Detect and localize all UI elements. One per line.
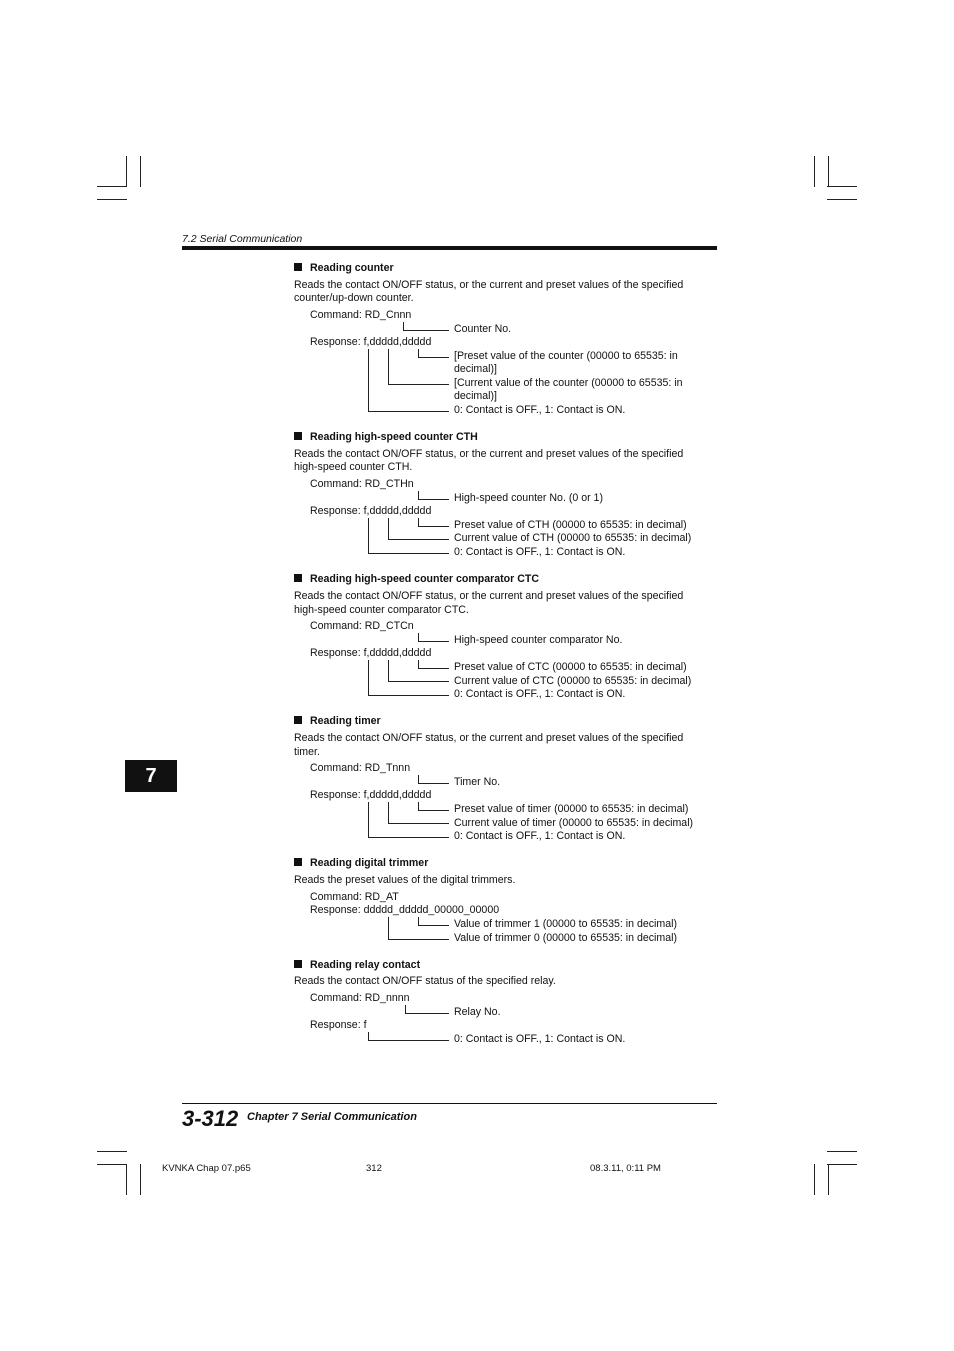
print-sheet-number: 312 [366, 1163, 382, 1174]
note-contact: 0: Contact is OFF., 1: Contact is ON. [454, 404, 626, 416]
running-header: 7.2 Serial Communication [182, 233, 303, 245]
response-text: Response: f,ddddd,ddddd [310, 789, 432, 801]
note-contact: 0: Contact is OFF., 1: Contact is ON. [454, 546, 626, 558]
note-current: Current value of CTC (00000 to 65535: in decimal) [454, 675, 692, 687]
description-line: Reads the contact ON/OFF status, or the current and preset values of the specified [294, 590, 684, 602]
bullet-square-icon [294, 960, 302, 968]
response-text: Response: f [310, 1019, 367, 1031]
description-line: high-speed counter comparator CTC. [294, 604, 469, 616]
bullet-square-icon [294, 574, 302, 582]
response-text: Response: ddddd_ddddd_00000_00000 [310, 904, 500, 916]
note-preset-cont: decimal)] [454, 363, 497, 375]
chapter-tab: 7 [125, 760, 177, 792]
bullet-square-icon [294, 858, 302, 866]
response-text: Response: f,ddddd,ddddd [310, 336, 432, 348]
command-text: Command: RD_Tnnn [310, 762, 411, 774]
print-file-name: KVNKA Chap 07.p65 [162, 1163, 251, 1174]
note-trimmer-1: Value of trimmer 1 (00000 to 65535: in decimal) [454, 918, 677, 930]
command-note: Relay No. [454, 1006, 501, 1018]
footer-rule [182, 1103, 717, 1104]
description-line: Reads the contact ON/OFF status, or the current and preset values of the specified [294, 732, 684, 744]
description-line: Reads the contact ON/OFF status, or the current and preset values of the specified [294, 448, 684, 460]
command-note: High-speed counter comparator No. [454, 634, 623, 646]
command-note: High-speed counter No. (0 or 1) [454, 492, 603, 504]
chapter-label: Chapter 7 Serial Communication [247, 1111, 417, 1123]
description-line: Reads the preset values of the digital trimmers. [294, 874, 516, 886]
note-current: [Current value of the counter (00000 to 65535: in [454, 377, 683, 389]
note-current: Current value of timer (00000 to 65535: in decimal) [454, 817, 694, 829]
description-line: high-speed counter CTH. [294, 461, 413, 473]
note-preset: Preset value of CTH (00000 to 65535: in decimal) [454, 519, 687, 531]
section-title: Reading digital trimmer [294, 857, 428, 871]
note-preset: Preset value of CTC (00000 to 65535: in decimal) [454, 661, 687, 673]
description-line: Reads the contact ON/OFF status of the specified relay. [294, 975, 556, 987]
note-preset: Preset value of timer (00000 to 65535: in decimal) [454, 803, 689, 815]
note-current: Current value of CTH (00000 to 65535: in decimal) [454, 532, 692, 544]
command-text: Command: RD_Cnnn [310, 309, 412, 321]
note-preset: [Preset value of the counter (00000 to 65535: in [454, 350, 678, 362]
bullet-square-icon [294, 716, 302, 724]
note-contact: 0: Contact is OFF., 1: Contact is ON. [454, 688, 626, 700]
section-title: Reading timer [294, 715, 381, 729]
note-contact: 0: Contact is OFF., 1: Contact is ON. [454, 830, 626, 842]
command-text: Command: RD_AT [310, 891, 399, 903]
command-note: Counter No. [454, 323, 512, 335]
header-rule [182, 246, 717, 250]
description-line: Reads the contact ON/OFF status, or the current and preset values of the specified [294, 279, 684, 291]
description-line: timer. [294, 746, 320, 758]
bullet-square-icon [294, 432, 302, 440]
command-text: Command: RD_nnnn [310, 992, 410, 1004]
section-title: Reading high-speed counter comparator CTC [294, 573, 539, 587]
command-text: Command: RD_CTCn [310, 620, 414, 632]
section-title: Reading counter [294, 262, 394, 276]
print-timestamp: 08.3.11, 0:11 PM [590, 1163, 661, 1174]
section-title: Reading high-speed counter CTH [294, 431, 478, 445]
section-title: Reading relay contact [294, 959, 420, 973]
command-text: Command: RD_CTHn [310, 478, 414, 490]
response-text: Response: f,ddddd,ddddd [310, 647, 432, 659]
note-trimmer-0: Value of trimmer 0 (00000 to 65535: in decimal) [454, 932, 677, 944]
command-note: Timer No. [454, 776, 501, 788]
note-contact: 0: Contact is OFF., 1: Contact is ON. [454, 1033, 626, 1045]
page-number: 3-312 [182, 1106, 239, 1131]
bullet-square-icon [294, 263, 302, 271]
note-current-cont: decimal)] [454, 390, 497, 402]
description-line: counter/up-down counter. [294, 292, 414, 304]
response-text: Response: f,ddddd,ddddd [310, 505, 432, 517]
